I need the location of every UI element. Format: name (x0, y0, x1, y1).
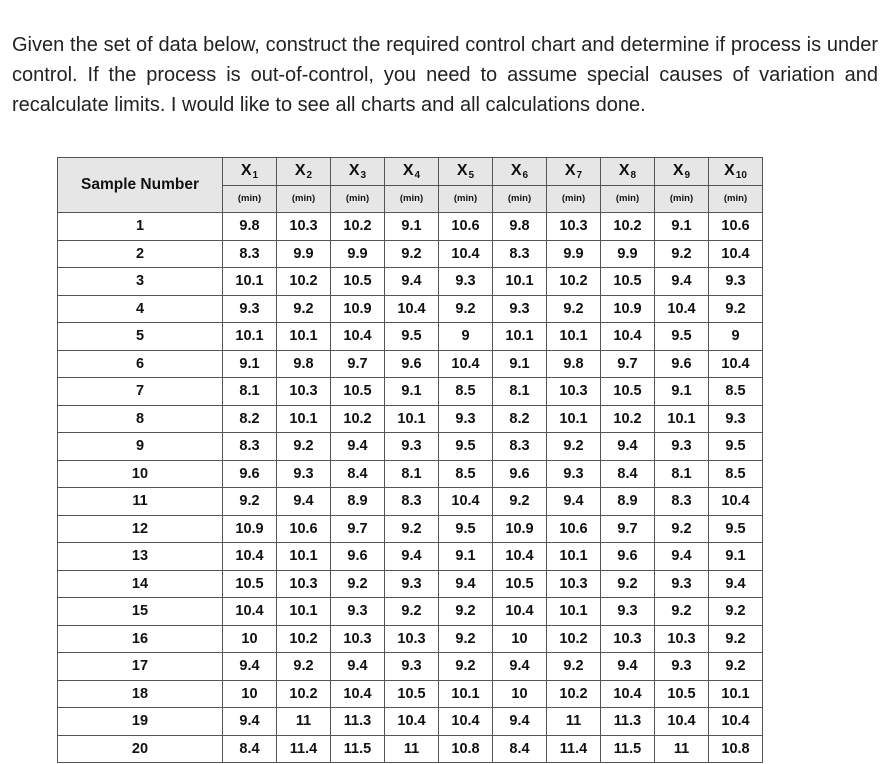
measurement-cell: 10.4 (709, 488, 763, 516)
table-row (58, 735, 763, 763)
measurement-cell: 10.1 (493, 323, 547, 351)
sample-number-cell: 16 (58, 625, 223, 653)
measurement-cell: 9.7 (601, 350, 655, 378)
column-unit-label: (min) (493, 185, 547, 213)
measurement-cell: 9.1 (493, 350, 547, 378)
measurement-cell: 10 (223, 680, 277, 708)
measurement-cell: 8.2 (223, 405, 277, 433)
measurement-cell: 9.3 (385, 570, 439, 598)
column-header-x8 (601, 158, 655, 186)
sample-number-cell: 20 (58, 735, 223, 763)
measurement-cell: 9.2 (277, 653, 331, 681)
measurement-cell: 9.1 (439, 543, 493, 571)
measurement-cell: 9.2 (385, 598, 439, 626)
sample-number-cell: 4 (58, 295, 223, 323)
measurement-cell: 10.6 (709, 213, 763, 241)
column-header-x10 (709, 158, 763, 186)
measurement-cell: 9.3 (493, 295, 547, 323)
measurement-cell: 10.2 (277, 625, 331, 653)
column-header-x1 (223, 158, 277, 186)
measurement-cell: 9.4 (439, 570, 493, 598)
measurement-cell: 9.7 (331, 515, 385, 543)
table-row (58, 598, 763, 626)
column-variable-subscript: 7 (576, 169, 583, 181)
measurement-cell: 9.2 (385, 515, 439, 543)
measurement-cell: 9.8 (493, 213, 547, 241)
measurement-cell: 10.1 (655, 405, 709, 433)
table-row (58, 295, 763, 323)
column-variable-letter: X (618, 161, 630, 179)
table-row (58, 708, 763, 736)
measurement-cell: 9.4 (709, 570, 763, 598)
measurement-cell: 10.1 (223, 323, 277, 351)
measurement-cell: 10.1 (547, 598, 601, 626)
measurement-cell: 10.2 (331, 213, 385, 241)
header-variable-row (58, 158, 763, 186)
measurement-cell: 9.6 (331, 543, 385, 571)
measurement-cell: 9.3 (709, 405, 763, 433)
column-unit-label: (min) (655, 185, 709, 213)
table-row (58, 625, 763, 653)
sample-number-cell: 11 (58, 488, 223, 516)
measurement-cell: 9 (439, 323, 493, 351)
measurement-cell: 9.3 (385, 653, 439, 681)
measurement-cell: 10.3 (331, 625, 385, 653)
sample-number-cell: 13 (58, 543, 223, 571)
measurement-cell: 9.2 (709, 625, 763, 653)
measurement-cell: 9.2 (331, 570, 385, 598)
measurement-cell: 10.4 (439, 708, 493, 736)
measurement-cell: 11.5 (601, 735, 655, 763)
measurement-cell: 10.8 (709, 735, 763, 763)
measurement-cell: 11 (277, 708, 331, 736)
measurement-cell: 10.5 (601, 268, 655, 296)
measurement-cell: 9.2 (385, 240, 439, 268)
measurement-cell: 9.5 (439, 433, 493, 461)
measurement-cell: 10 (493, 625, 547, 653)
measurement-cell: 10.4 (223, 598, 277, 626)
table-row (58, 268, 763, 296)
measurement-cell: 9.2 (655, 240, 709, 268)
sample-number-cell: 9 (58, 433, 223, 461)
measurement-cell: 10.6 (277, 515, 331, 543)
measurement-cell: 10.3 (547, 378, 601, 406)
measurement-cell: 8.5 (439, 460, 493, 488)
measurement-cell: 9.4 (655, 543, 709, 571)
measurement-cell: 9.8 (277, 350, 331, 378)
column-unit-label: (min) (439, 185, 493, 213)
column-variable-letter: X (402, 161, 414, 179)
measurement-cell: 9.1 (385, 213, 439, 241)
measurement-cell: 10.3 (385, 625, 439, 653)
measurement-cell: 9.1 (655, 378, 709, 406)
measurement-cell: 10 (493, 680, 547, 708)
measurement-cell: 9.6 (655, 350, 709, 378)
measurement-cell: 8.3 (385, 488, 439, 516)
measurement-cell: 10.8 (439, 735, 493, 763)
sample-number-cell: 3 (58, 268, 223, 296)
measurement-cell: 9.1 (655, 213, 709, 241)
measurement-cell: 10.4 (223, 543, 277, 571)
measurement-cell: 9.9 (331, 240, 385, 268)
measurement-cell: 9.3 (547, 460, 601, 488)
table-row (58, 680, 763, 708)
measurement-cell: 10.2 (547, 680, 601, 708)
measurement-cell: 10.4 (709, 708, 763, 736)
measurement-cell: 8.3 (493, 433, 547, 461)
column-variable-subscript: 9 (684, 169, 691, 181)
measurement-cell: 9.2 (493, 488, 547, 516)
measurement-cell: 10.9 (601, 295, 655, 323)
column-header-x4 (385, 158, 439, 186)
sample-number-cell: 6 (58, 350, 223, 378)
column-unit-label: (min) (385, 185, 439, 213)
measurement-cell: 9.8 (223, 213, 277, 241)
measurement-cell: 9.3 (709, 268, 763, 296)
measurement-cell: 10.1 (277, 543, 331, 571)
measurement-cell: 9.6 (493, 460, 547, 488)
sample-number-cell: 8 (58, 405, 223, 433)
measurement-cell: 9.7 (331, 350, 385, 378)
table-row (58, 515, 763, 543)
measurement-cell: 8.4 (601, 460, 655, 488)
column-variable-letter: X (456, 161, 468, 179)
measurement-cell: 10.9 (493, 515, 547, 543)
measurement-cell: 10.1 (277, 598, 331, 626)
table-row (58, 213, 763, 241)
table-row (58, 433, 763, 461)
column-unit-label: (min) (223, 185, 277, 213)
measurement-cell: 9.2 (547, 295, 601, 323)
column-variable-subscript: 2 (306, 169, 313, 181)
measurement-cell: 9.2 (439, 598, 493, 626)
measurement-cell: 9.5 (655, 323, 709, 351)
measurement-cell: 11.4 (277, 735, 331, 763)
column-unit-label: (min) (331, 185, 385, 213)
measurement-cell: 9.4 (493, 708, 547, 736)
measurement-cell: 9.3 (655, 433, 709, 461)
measurement-cell: 10.2 (277, 268, 331, 296)
measurement-cell: 10.3 (655, 625, 709, 653)
measurement-cell: 10.2 (547, 268, 601, 296)
measurement-cell: 9.3 (223, 295, 277, 323)
measurement-cell: 10.1 (709, 680, 763, 708)
sample-number-cell: 10 (58, 460, 223, 488)
column-variable-subscript: 3 (360, 169, 367, 181)
sample-number-cell: 1 (58, 213, 223, 241)
measurement-cell: 9.4 (331, 653, 385, 681)
measurement-cell: 8.3 (223, 433, 277, 461)
sample-number-cell: 15 (58, 598, 223, 626)
measurement-cell: 8.1 (223, 378, 277, 406)
column-unit-label: (min) (709, 185, 763, 213)
measurement-cell: 9.4 (385, 268, 439, 296)
measurement-cell: 9.2 (223, 488, 277, 516)
column-variable-letter: X (348, 161, 360, 179)
measurement-cell: 10.2 (601, 405, 655, 433)
table-row (58, 240, 763, 268)
table-header (58, 158, 763, 213)
measurement-cell: 10.1 (547, 543, 601, 571)
table-row (58, 653, 763, 681)
measurement-cell: 10.6 (547, 515, 601, 543)
measurement-cell: 9.5 (385, 323, 439, 351)
sample-number-cell: 12 (58, 515, 223, 543)
column-header-x6 (493, 158, 547, 186)
measurement-cell: 9.2 (277, 433, 331, 461)
column-header-x3 (331, 158, 385, 186)
measurement-cell: 9.1 (223, 350, 277, 378)
measurement-cell: 11 (385, 735, 439, 763)
measurement-cell: 9.8 (547, 350, 601, 378)
measurement-cell: 8.4 (331, 460, 385, 488)
measurement-cell: 9.5 (709, 515, 763, 543)
measurement-cell: 9.2 (547, 433, 601, 461)
column-variable-letter: X (510, 161, 522, 179)
measurement-cell: 9.2 (277, 295, 331, 323)
measurement-cell: 9.6 (223, 460, 277, 488)
measurement-cell: 9.2 (655, 515, 709, 543)
measurement-cell: 11.3 (331, 708, 385, 736)
measurement-cell: 10.5 (331, 268, 385, 296)
measurement-cell: 8.3 (223, 240, 277, 268)
measurement-cell: 9.4 (223, 653, 277, 681)
measurement-cell: 8.5 (439, 378, 493, 406)
measurement-cell: 10.4 (601, 323, 655, 351)
measurement-cell: 10.3 (601, 625, 655, 653)
measurement-cell: 10.4 (709, 350, 763, 378)
measurement-cell: 8.1 (385, 460, 439, 488)
measurement-cell: 9.6 (385, 350, 439, 378)
column-header-x5 (439, 158, 493, 186)
measurement-cell: 10.3 (277, 213, 331, 241)
measurement-cell: 8.3 (655, 488, 709, 516)
measurement-cell: 9.3 (601, 598, 655, 626)
measurement-cell: 9.2 (709, 598, 763, 626)
measurement-cell: 10.1 (547, 405, 601, 433)
measurement-cell: 10.9 (331, 295, 385, 323)
column-variable-subscript: 1 (252, 169, 259, 181)
measurement-cell: 8.1 (493, 378, 547, 406)
measurement-cell: 10.9 (223, 515, 277, 543)
measurement-cell: 11.5 (331, 735, 385, 763)
measurement-cell: 10.5 (223, 570, 277, 598)
measurement-cell: 9.3 (331, 598, 385, 626)
measurement-cell: 9.9 (601, 240, 655, 268)
measurement-cell: 10.1 (277, 323, 331, 351)
measurement-cell: 9.3 (655, 653, 709, 681)
measurement-cell: 10.5 (331, 378, 385, 406)
column-variable-subscript: 5 (468, 169, 475, 181)
measurement-cell: 9.3 (439, 268, 493, 296)
measurement-cell: 9.2 (439, 653, 493, 681)
sample-number-cell: 19 (58, 708, 223, 736)
sample-number-cell: 17 (58, 653, 223, 681)
measurement-cell: 10.4 (655, 295, 709, 323)
measurement-cell: 8.5 (709, 460, 763, 488)
measurement-cell: 10.3 (277, 570, 331, 598)
problem-statement: Given the set of data below, construct the required control chart and determine if process is under control. If the process is out-of-control, you need to assume special causes of variation and recalculate limits. I would like to see all charts and all calculations done. (12, 34, 878, 116)
measurement-cell: 10.1 (385, 405, 439, 433)
measurement-cell: 10.2 (547, 625, 601, 653)
measurement-cell: 8.4 (223, 735, 277, 763)
table-row (58, 460, 763, 488)
measurement-cell: 10.4 (439, 488, 493, 516)
table-row (58, 543, 763, 571)
measurement-cell: 10.3 (547, 570, 601, 598)
sample-number-cell: 2 (58, 240, 223, 268)
measurement-cell: 9.3 (655, 570, 709, 598)
table-row (58, 378, 763, 406)
column-variable-letter: X (564, 161, 576, 179)
measurement-cell: 8.1 (655, 460, 709, 488)
measurement-cell: 9.4 (223, 708, 277, 736)
measurement-cell: 10.5 (493, 570, 547, 598)
measurement-cell: 9.4 (655, 268, 709, 296)
measurement-cell: 9.1 (709, 543, 763, 571)
table-body (58, 213, 763, 763)
measurement-cell: 9.3 (385, 433, 439, 461)
column-unit-label: (min) (601, 185, 655, 213)
column-variable-letter: X (672, 161, 684, 179)
measurement-cell: 10.4 (331, 323, 385, 351)
measurement-cell: 9.4 (331, 433, 385, 461)
measurement-cell: 11.4 (547, 735, 601, 763)
measurement-cell: 9.4 (547, 488, 601, 516)
sample-number-header: Sample Number (58, 158, 223, 213)
column-header-x2 (277, 158, 331, 186)
column-variable-letter: X (240, 161, 252, 179)
measurement-cell: 10.6 (439, 213, 493, 241)
measurement-cell: 9.4 (277, 488, 331, 516)
column-variable-subscript: 8 (630, 169, 637, 181)
measurement-cell: 9.5 (439, 515, 493, 543)
measurement-cell: 8.9 (331, 488, 385, 516)
measurement-cell: 10.3 (547, 213, 601, 241)
measurement-cell: 10.2 (277, 680, 331, 708)
measurement-cell: 10.1 (439, 680, 493, 708)
sample-number-cell: 7 (58, 378, 223, 406)
measurement-cell: 8.9 (601, 488, 655, 516)
measurement-cell: 9.7 (601, 515, 655, 543)
measurement-cell: 10.4 (709, 240, 763, 268)
measurement-cell: 10.5 (655, 680, 709, 708)
measurement-cell: 9.1 (385, 378, 439, 406)
measurement-cell: 10.1 (493, 268, 547, 296)
column-variable-subscript: 10 (735, 169, 747, 181)
measurement-cell: 8.4 (493, 735, 547, 763)
measurement-cell: 9.2 (601, 570, 655, 598)
measurement-cell: 9.2 (709, 653, 763, 681)
table-row (58, 570, 763, 598)
measurement-cell: 11 (655, 735, 709, 763)
measurement-cell: 9.2 (709, 295, 763, 323)
measurement-cell: 8.3 (493, 240, 547, 268)
measurement-cell: 10.1 (277, 405, 331, 433)
measurement-cell: 8.5 (709, 378, 763, 406)
measurement-cell: 9.2 (439, 625, 493, 653)
table-row (58, 488, 763, 516)
measurement-cell: 10.4 (439, 240, 493, 268)
measurement-cell: 11 (547, 708, 601, 736)
sample-number-cell: 5 (58, 323, 223, 351)
column-header-x7 (547, 158, 601, 186)
measurement-cell: 11.3 (601, 708, 655, 736)
measurement-cell: 10.1 (223, 268, 277, 296)
column-variable-letter: X (724, 161, 735, 179)
measurement-cell: 9.4 (493, 653, 547, 681)
measurement-cell: 9.4 (601, 433, 655, 461)
column-variable-letter: X (294, 161, 306, 179)
measurement-cell: 9.2 (547, 653, 601, 681)
measurement-cell: 10.4 (385, 708, 439, 736)
measurement-cell: 10.4 (493, 598, 547, 626)
measurement-cell: 9.2 (655, 598, 709, 626)
column-variable-subscript: 6 (522, 169, 529, 181)
measurement-cell: 10.2 (331, 405, 385, 433)
table-row (58, 405, 763, 433)
measurement-cell: 10.3 (277, 378, 331, 406)
sample-data-table (57, 157, 763, 763)
table-row (58, 323, 763, 351)
column-unit-label: (min) (547, 185, 601, 213)
measurement-cell: 9.9 (277, 240, 331, 268)
measurement-cell: 9.9 (547, 240, 601, 268)
measurement-cell: 10.4 (439, 350, 493, 378)
measurement-cell: 10.4 (493, 543, 547, 571)
measurement-cell: 10.5 (601, 378, 655, 406)
measurement-cell: 9.6 (601, 543, 655, 571)
measurement-cell: 10.4 (385, 295, 439, 323)
measurement-cell: 10.4 (331, 680, 385, 708)
measurement-cell: 8.2 (493, 405, 547, 433)
measurement-cell: 10.1 (547, 323, 601, 351)
measurement-cell: 9.2 (439, 295, 493, 323)
column-variable-subscript: 4 (414, 169, 421, 181)
measurement-cell: 9.4 (601, 653, 655, 681)
measurement-cell: 10.4 (655, 708, 709, 736)
sample-number-cell: 14 (58, 570, 223, 598)
measurement-cell: 9.3 (277, 460, 331, 488)
measurement-cell: 10 (223, 625, 277, 653)
measurement-cell: 9.3 (439, 405, 493, 433)
sample-number-cell: 18 (58, 680, 223, 708)
measurement-cell: 10.5 (385, 680, 439, 708)
measurement-cell: 10.2 (601, 213, 655, 241)
column-unit-label: (min) (277, 185, 331, 213)
measurement-cell: 9.5 (709, 433, 763, 461)
column-header-x9 (655, 158, 709, 186)
measurement-cell: 9 (709, 323, 763, 351)
measurement-cell: 10.4 (601, 680, 655, 708)
table-row (58, 350, 763, 378)
measurement-cell: 9.4 (385, 543, 439, 571)
